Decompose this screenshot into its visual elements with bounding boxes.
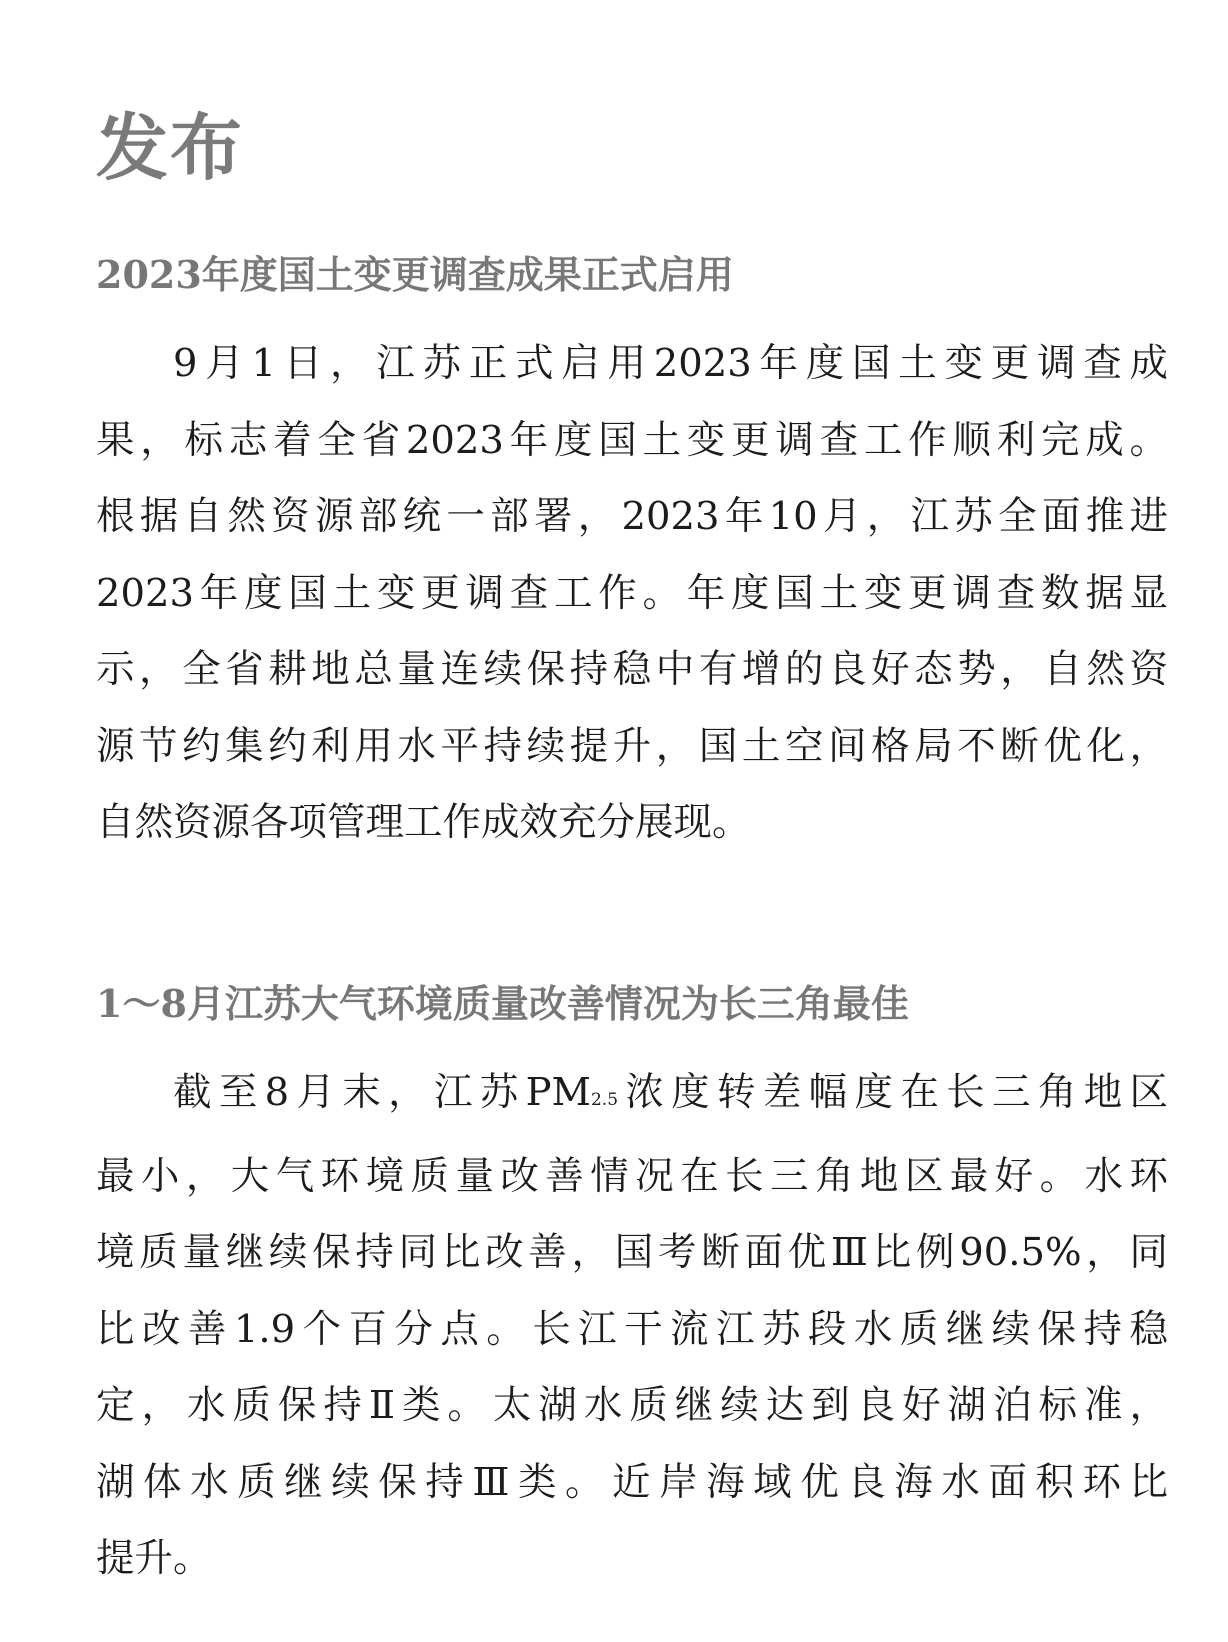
body-line: 境质量继续保持同比改善，国考断面优Ⅲ比例90.5%，同 — [96, 1230, 1168, 1275]
article-body — [96, 326, 1168, 862]
article-air-quality — [96, 977, 1168, 1598]
pm-subscript: 2.5 — [590, 1090, 619, 1110]
article-land-survey — [96, 248, 1168, 862]
body-line: 源节约集约利用水平持续提升，国土空间格局不断优化， — [96, 723, 1168, 769]
body-line: 果，标志着全省2023年度国土变更调查工作顺利完成。 — [96, 417, 1168, 463]
body-line: 湖体水质继续保持Ⅲ类。近岸海域优良海水面积环比 — [96, 1459, 1168, 1505]
article-headline: 2023年度国土变更调查成果正式启用 — [96, 252, 734, 297]
body-line-text: 浓度转差幅度在长三角地区 — [618, 1070, 1168, 1115]
body-line-text: 截至8月末，江苏PM — [173, 1070, 591, 1115]
body-line: 根据自然资源部统一部署，2023年10月，江苏全面推进 — [96, 494, 1168, 539]
body-line: 自然资源各项管理工作成效充分展现。 — [96, 800, 751, 845]
body-line: 比改善1.9个百分点。长江干流江苏段水质继续保持稳 — [96, 1306, 1168, 1352]
body-line: 2023年度国土变更调查工作。年度国土变更调查数据显 — [96, 570, 1168, 616]
body-line — [96, 1055, 1168, 1139]
body-line: 提升。 — [96, 1536, 212, 1581]
article-body — [96, 1055, 1168, 1598]
article-headline: 1～8月江苏大气环境质量改善情况为长三角最佳 — [96, 981, 909, 1026]
body-line: 示，全省耕地总量连续保持稳中有增的良好态势，自然资 — [96, 647, 1168, 692]
body-line: 定，水质保持Ⅱ类。太湖水质继续达到良好湖泊标准， — [96, 1383, 1168, 1428]
body-line: 最小，大气环境质量改善情况在长三角地区最好。水环 — [96, 1153, 1168, 1199]
body-line: 9月1日，江苏正式启用2023年度国土变更调查成 — [173, 341, 1168, 386]
section-title: 发布 — [96, 106, 245, 190]
